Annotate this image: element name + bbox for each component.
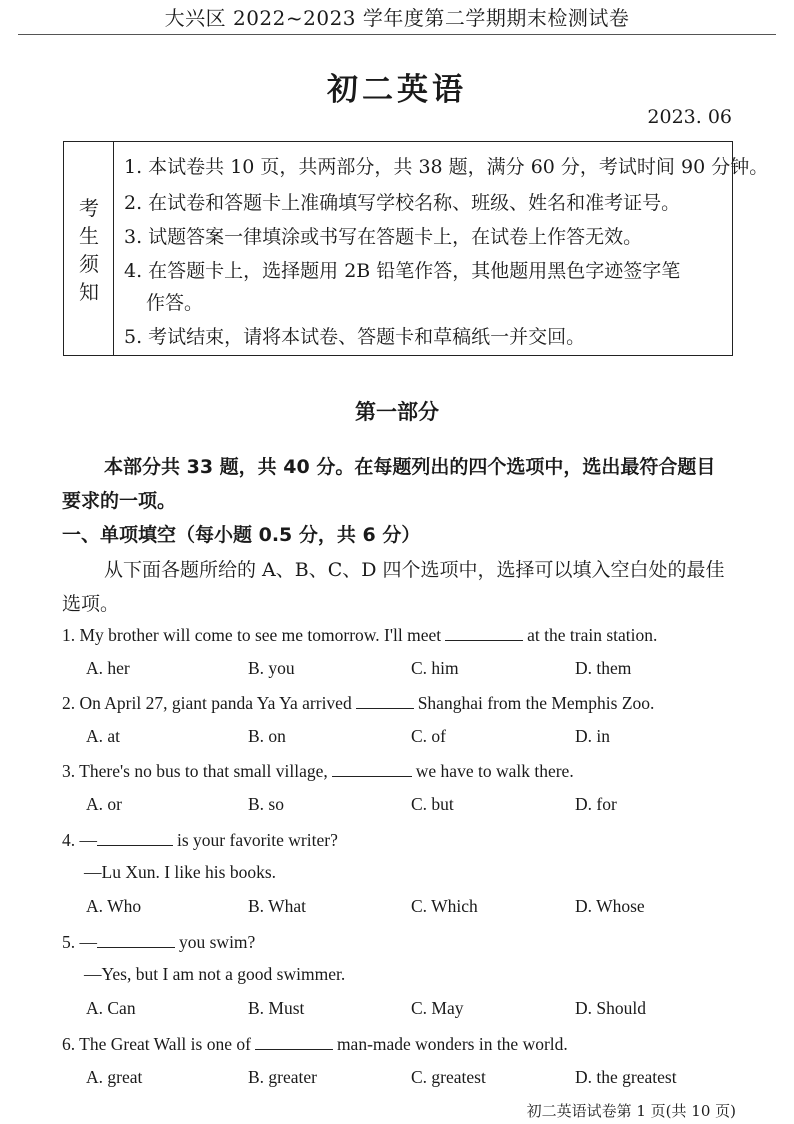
question-6-option-a: A. great: [86, 1067, 143, 1087]
notice-item-5: 5. 考试结束，请将本试卷、答题卡和草稿纸一并交回。: [124, 326, 586, 348]
question-3-stem-b: we have to walk there.: [415, 761, 574, 781]
question-2-option-a: A. at: [86, 726, 121, 746]
question-3-blank: [332, 760, 412, 777]
notice-item-4-cont: 作答。: [146, 292, 204, 314]
question-5-options: [0, 998, 794, 1020]
notice-box: [63, 141, 769, 356]
question-5-option-c: C. May: [411, 998, 464, 1018]
question-2-option-b: B. on: [248, 726, 286, 746]
question-3-option-a: A. or: [86, 794, 122, 814]
section-title: 一、单项填空（每小题 0.5 分，共 6 分）: [62, 524, 421, 546]
subject-title: 初二英语: [327, 72, 467, 108]
question-4-options: [0, 896, 794, 918]
question-2-stem-b: Shanghai from the Memphis Zoo.: [417, 693, 655, 713]
question-4-stem-b: is your favorite writer?: [177, 830, 338, 850]
question-6-stem-a: 6. The Great Wall is one of: [62, 1034, 251, 1054]
question-6-option-c: C. greatest: [411, 1067, 486, 1087]
question-1-blank: [445, 624, 523, 641]
question-1-option-d: D. them: [575, 658, 632, 678]
question-3-stem: [62, 760, 574, 782]
question-3-option-d: D. for: [575, 794, 617, 814]
exam-header-title: 大兴区 2022~2023 学年度第二学期期末检测试卷: [164, 6, 630, 30]
notice-label-cell: [64, 142, 114, 355]
part-title: 第一部分: [355, 400, 439, 424]
exam-date: 2023. 06: [647, 106, 732, 128]
question-6-option-d: D. the greatest: [575, 1067, 677, 1087]
question-4-option-d: D. Whose: [575, 896, 645, 916]
question-1-option-b: B. you: [248, 658, 295, 678]
question-2-blank: [356, 692, 414, 709]
question-6-options: [0, 1067, 794, 1089]
question-5-stem-b: you swim?: [179, 932, 256, 952]
question-1-option-a: A. her: [86, 658, 130, 678]
question-1-stem-a: 1. My brother will come to see me tomorrow. I'll meet: [62, 625, 442, 645]
question-3-option-b: B. so: [248, 794, 284, 814]
question-1-options: [0, 658, 794, 680]
question-6-option-b: B. greater: [248, 1067, 317, 1087]
question-1-stem: [62, 624, 657, 646]
question-4-reply: —Lu Xun. I like his books.: [84, 862, 277, 882]
notice-item-2: 2. 在试卷和答题卡上准确填写学校名称、班级、姓名和准考证号。: [124, 192, 681, 214]
question-6-stem-b: man-made wonders in the world.: [336, 1034, 568, 1054]
notice-item-4: 4. 在答题卡上，选择题用 2B 铅笔作答，其他题用黑色字迹签字笔: [124, 260, 681, 282]
part-intro-line2: 要求的一项。: [62, 490, 177, 512]
question-4-stem: [62, 829, 338, 851]
notice-item-3: 3. 试题答案一律填涂或书写在答题卡上，在试卷上作答无效。: [124, 226, 643, 248]
header-divider: [18, 34, 776, 35]
question-1-stem-b: at the train station.: [527, 625, 658, 645]
question-2-options: [0, 726, 794, 748]
question-5-option-b: B. Must: [248, 998, 305, 1018]
notice-item-1: 1. 本试卷共 10 页，共两部分，共 38 题，满分 60 分，考试时间 90 分钟。: [124, 156, 769, 178]
question-3-option-c: C. but: [411, 794, 454, 814]
question-4-stem-a: 4. —: [62, 830, 97, 850]
direction-line1: 从下面各题所给的 A、B、C、D 四个选项中，选择可以填入空白处的最佳: [104, 559, 725, 581]
part-intro-line1: 本部分共 33 题，共 40 分。在每题列出的四个选项中，选出最符合题目: [104, 456, 716, 478]
question-6-stem: [62, 1033, 568, 1055]
question-2-stem: [62, 692, 654, 714]
question-3-options: [0, 794, 794, 816]
question-6-blank: [255, 1033, 333, 1050]
question-2-option-d: D. in: [575, 726, 610, 746]
question-5-stem: [62, 931, 255, 953]
question-2-stem-a: 2. On April 27, giant panda Ya Ya arrived: [62, 693, 352, 713]
question-5-reply: —Yes, but I am not a good swimmer.: [84, 964, 346, 984]
question-4-option-c: C. Which: [411, 896, 478, 916]
direction-line2: 选项。: [62, 593, 120, 615]
question-3-stem-a: 3. There's no bus to that small village,: [62, 761, 328, 781]
question-5-blank: [97, 931, 175, 948]
question-4-blank: [97, 829, 173, 846]
question-4-option-b: B. What: [248, 896, 307, 916]
question-5-stem-a: 5. —: [62, 932, 97, 952]
question-4-option-a: A. Who: [86, 896, 142, 916]
question-1-option-c: C. him: [411, 658, 459, 678]
page-footer: 初二英语试卷第 1 页(共 10 页): [526, 1102, 736, 1120]
question-5-option-d: D. Should: [575, 998, 646, 1018]
notice-label: 考生须知: [79, 196, 99, 304]
question-2-option-c: C. of: [411, 726, 446, 746]
question-5-option-a: A. Can: [86, 998, 136, 1018]
